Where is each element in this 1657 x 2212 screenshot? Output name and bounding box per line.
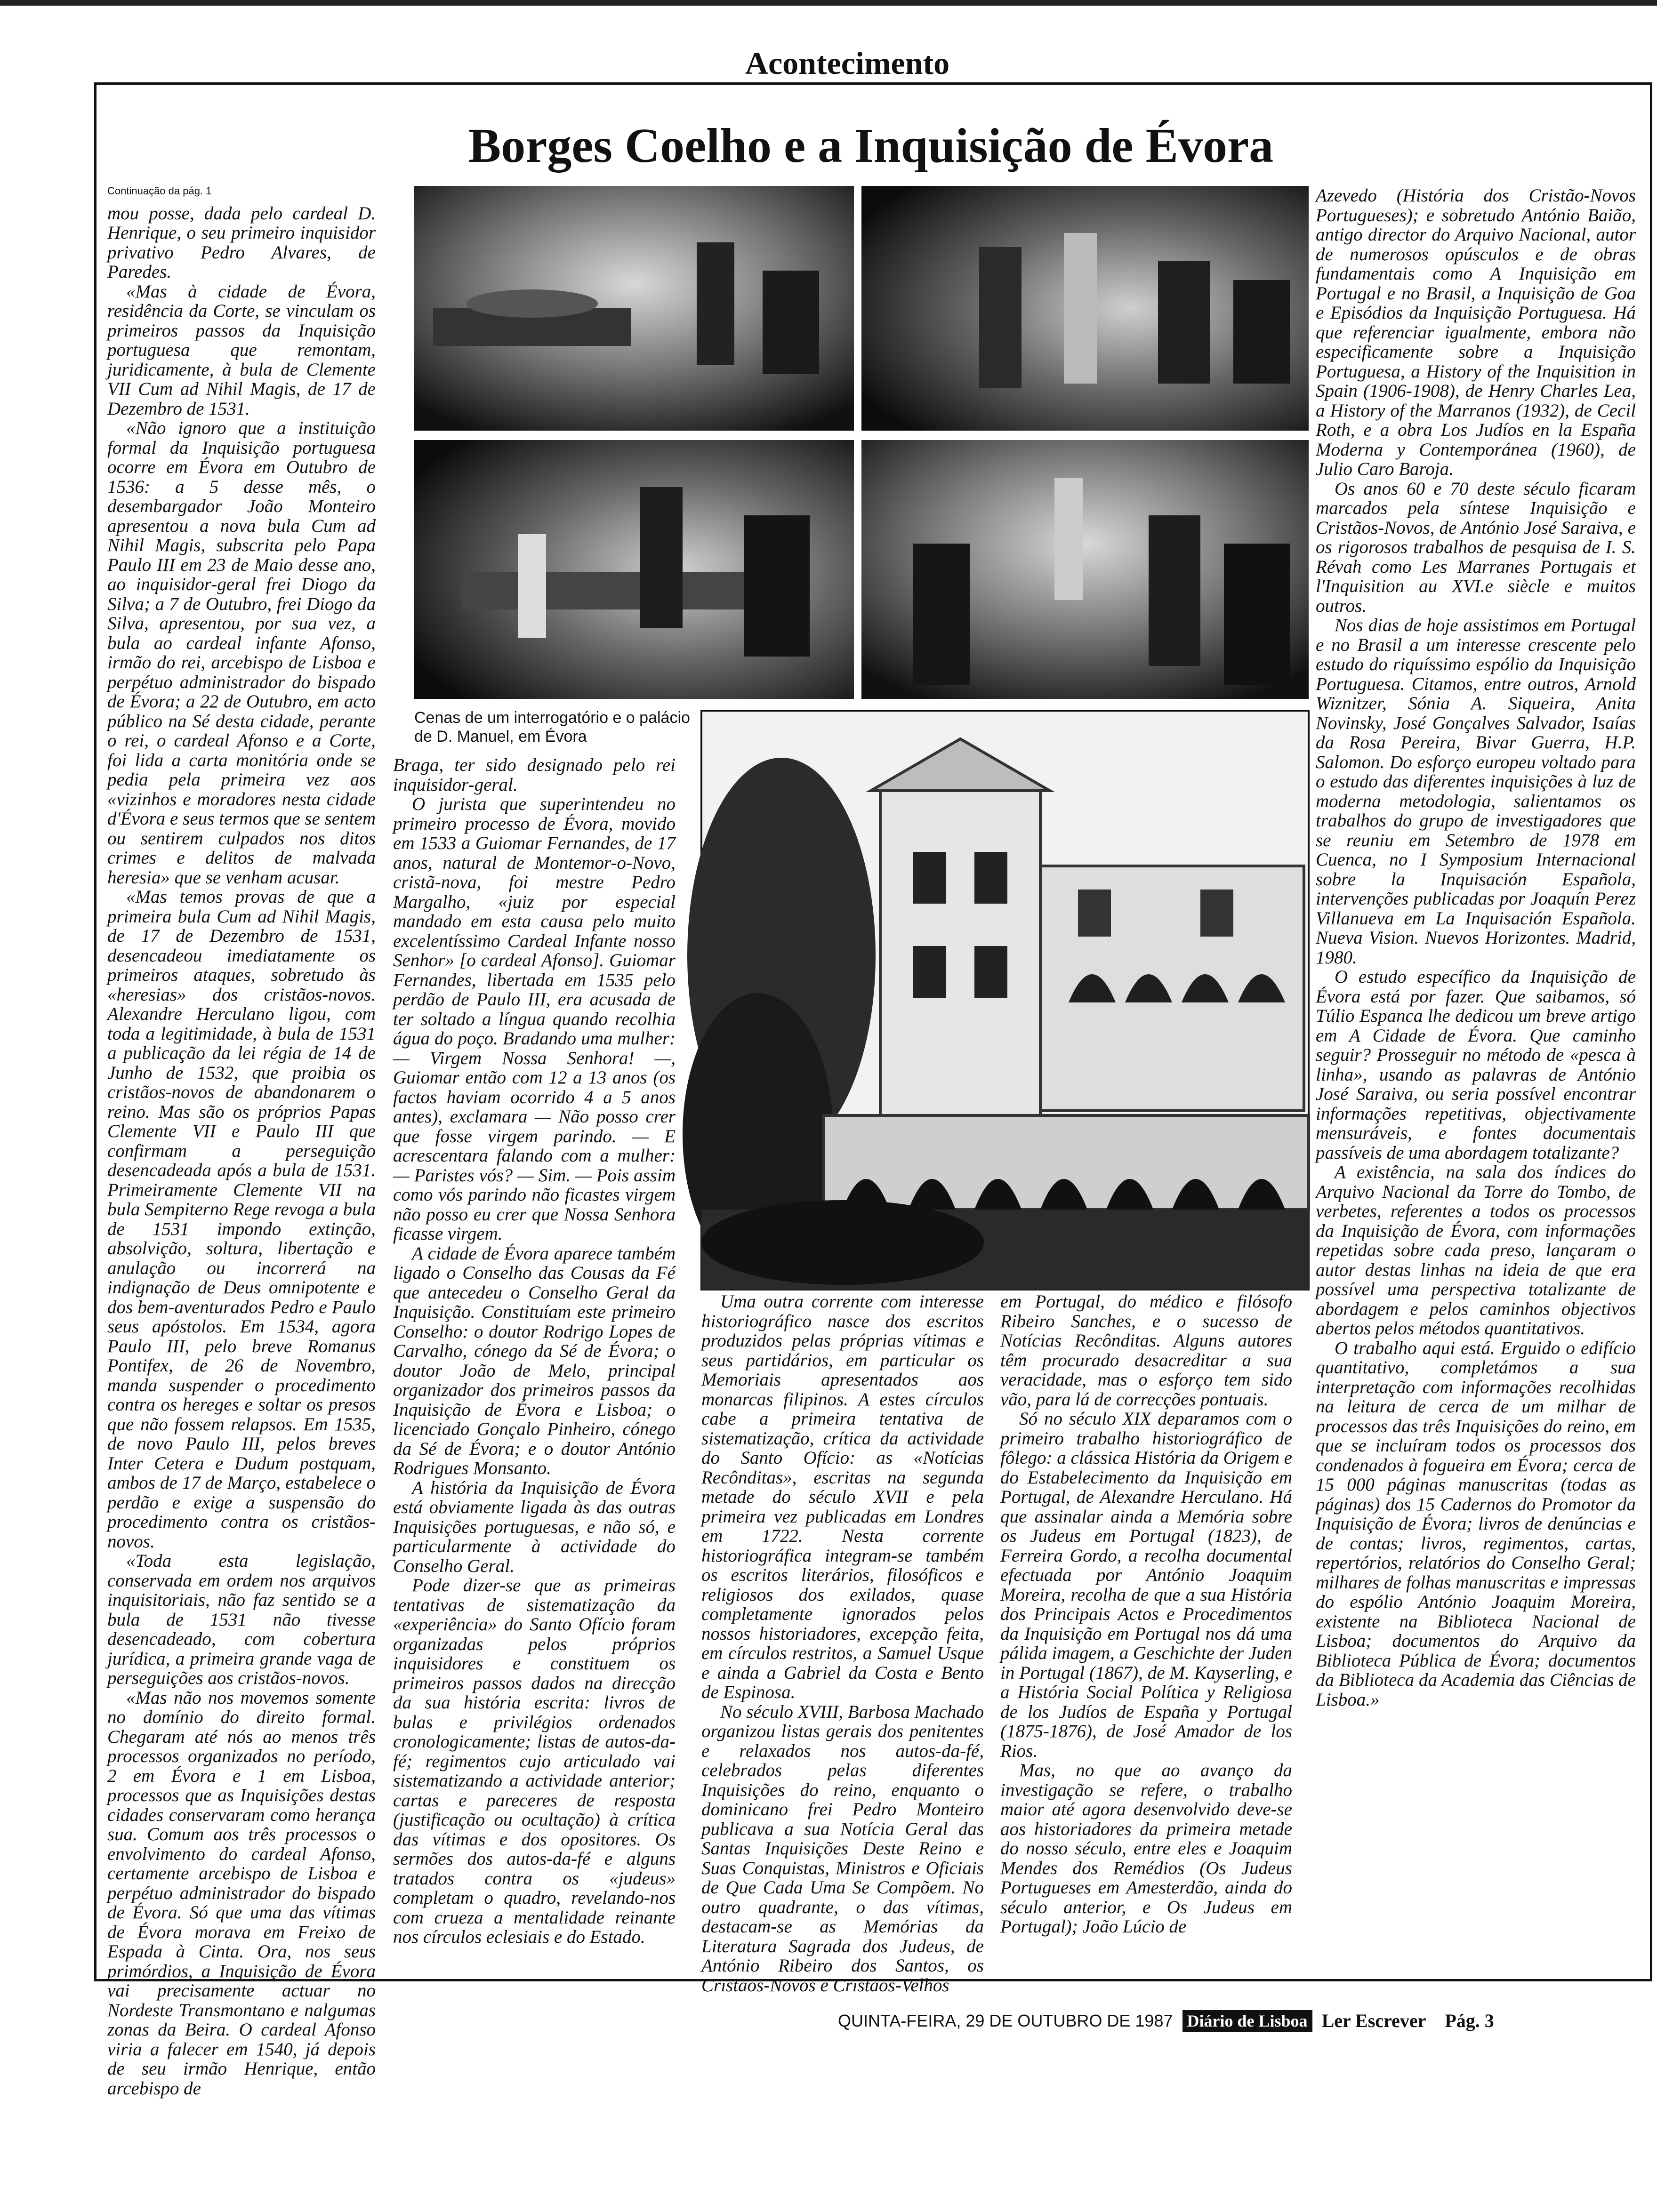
page-number: Pág. 3	[1445, 2010, 1494, 2031]
paragraph: Os anos 60 e 70 deste século ficaram marcados pela síntese Inquisição e Cristãos-Novos, de António José Saraiva, e os rigorosos trabalhos de pesquisa de I. S. Révah como Les Marranes Portugais et l'Inquisition au XVI.e siècle e muitos outros.	[1316, 478, 1636, 616]
paragraph: A história da Inquisição de Évora está obviamente ligada às das outras Inquisições portuguesas, e não só, e particularmente à actividade do Conselho Geral.	[393, 1477, 676, 1576]
paragraph: O estudo específico da Inquisição de Évora está por fazer. Que saibamos, só Túlio Espanca lhe dedicou um breve artigo em A Cidade de Évora. Que caminho seguir? Prosseguir no método de «pesca à linha», usando as palavras de António José Saraiva, ou seria possível encontrar informações repetitivas, objectivamente mensuráveis, e fontes documentais passíveis de uma abordagem totalizante?	[1316, 967, 1636, 1163]
photo-grid	[414, 186, 1309, 699]
continuation-note: Continuação da pág. 1	[107, 185, 212, 197]
paragraph: «Mas temos provas de que a primeira bula Cum ad Nihil Magis, de 17 de Dezembro de 1531, desencadeou imediatamente os primeiros ataques, sobretudo às «heresias» dos cristãos-novos. Alexandre Herculano ligou, com toda a legitimidade, à bula de 1531 a publicação da lei régia de 14 de Junho de 1532, que proibia os cristãos-novos de abandonarem o reino. Mas são os próprios Papas Clemente VII e Paulo III que confirmam a perseguição desencadeada após a bula de 1531. Primeiramente Clemente VII na bula Sempiterno Rege revoga a bula de 1531 impondo extinção, absolvição, soltura, libertação e anulação ou incorrerá na indignação de Deus omnipotente e dos bem-aventurados Pedro e Paulo seus apóstolos. Em 1534, agora Paulo III, pelo breve Romanus Pontifex, de 26 de Novembro, manda suspender o procedimento contra os hereges e soltar os presos que não fossem relapsos. Em 1535, de novo Paulo III, pelos breves Inter Cetera e Dudum postquam, ambos de 17 de Março, estabelece o perdão e exige a suspensão do procedimento contra os cristãos-novos.	[107, 887, 376, 1552]
newspaper-name: Diário de Lisboa	[1182, 2010, 1312, 2032]
paragraph: A existência, na sala dos índices do Arquivo Nacional da Torre do Tombo, de verbetes, referentes a todos os processos da Inquisição de Évora, com informações repetidas sobre cada preso, lançaram o autor destas linhas na ideia de que era possível uma perspectiva totalizante de abordagem e pelos caminhos objectivos abertos pelos métodos quantitativos.	[1316, 1162, 1636, 1338]
paragraph: Só no século XIX deparamos com o primeiro trabalho historiográfico de fôlego: a clássica História da Origem e do Estabelecimento da Inquisição em Portugal, de Alexandre Herculano. Há que assinalar ainda a Memória sobre os Judeus em Portugal (1823), de Ferreira Gordo, a recolha documental efectuada por António Joaquim Moreira, recolha de que a sua História dos Principais Actos e Procedimentos da Inquisição em Portugal nos dá uma pálida imagem, a Geschichte der Juden in Portugal (1867), de M. Kayserling, e a História Social Política y Religiosa de los Judíos de España y Portugal (1875-1876), de José Amador de los Rios.	[1000, 1409, 1292, 1761]
headline: Borges Coelho e a Inquisição de Évora	[468, 119, 1274, 173]
paragraph: O jurista que superintendeu no primeiro processo de Évora, movido em 1533 a Guiomar Fernandes, de 17 anos, natural de Montemor-o-Novo, cristã-nova, foi mestre Pedro Margalho, «juiz por especial mandado em esta causa pelo muito excelentíssimo Cardeal Infante nosso Senhor» [o cardeal Afonso]. Guiomar Fernandes, libertada em 1535 pelo perdão de Paulo III, era acusada de ter soltado a língua quando recolhia água do poço. Bradando uma mulher: — Virgem Nossa Senhora! —, Guiomar então com 12 a 13 anos (os factos haviam ocorrido 4 a 5 anos antes), exclamara — Não posso crer que fosse virgem parindo. — E acrescentara falando com a mulher: — Paristes vós? — Sim. — Pois assim como vós parindo não ficastes virgem não posso eu crer que Nossa Senhora ficasse virgem.	[393, 794, 676, 1244]
column-1	[107, 181, 376, 2099]
footer-date: QUINTA-FEIRA, 29 DE OUTUBRO DE 1987	[838, 2011, 1173, 2030]
paragraph: Azevedo (História dos Cristão-Novos Portugueses); e sobretudo António Baião, antigo director do Arquivo Nacional, autor de numerosos opúsculos e de obras fundamentais como A Inquisição em Portugal e no Brasil, a Inquisição de Goa e Episódios da Inquisição Portuguesa. Há que referenciar igualmente, embora não especificamente sobre a Inquisição Portuguesa, a History of the Inquisition in Spain (1906-1908), de Henry Charles Lea, a History of the Marranos (1932), de Cecil Roth, e a obra Los Judíos en la España Moderna y Contemporánea (1960), de Julio Caro Baroja.	[1316, 185, 1636, 479]
paragraph: «Toda esta legislação, conservada em ordem nos arquivos inquisitoriais, não faz sentido se a bula de 1531 não tivesse desencadeado, com cobertura jurídica, a primeira grande vaga de perseguições aos cristãos-novos.	[107, 1551, 376, 1688]
paragraph: No século XVIII, Barbosa Machado organizou listas gerais dos penitentes e relaxados nos autos-da-fé, celebrados pelas diferentes Inquisições do reino, enquanto o dominicano frei Pedro Monteiro publicava a sua Notícia Geral das Santas Inquisições Deste Reino e Suas Conquistas, Ministros e Oficiais de Que Cada Uma Se Compõem. No outro quadrante, o das vítimas, destacam-se as Memórias da Literatura Sagrada dos Judeus, de António Ribeiro dos Santos, os Cristãos-Novos e Cristãos-Velhos	[701, 1701, 984, 1996]
paragraph: Uma outra corrente com interesse historiográfico nasce dos escritos produzidos pelas próprias vítimas e seus partidários, em particular os Memoriais apresentados aos monarcas filipinos. A estes círculos cabe a primeira tentativa de sistematização, crítica da actividade do Santo Ofício: as «Notícias Recônditas», escritas na segunda metade do século XVII e pela primeira vez publicadas em Londres em 1722. Nesta corrente historiográfica integram-se também os escritos literários, filosóficos e religiosos dos exilados, quase completamente ignorados pelos nossos historiadores, excepção feita, em círculos restritos, a Samuel Usque e ainda a Gabriel da Costa e Bento de Espinosa.	[701, 1291, 984, 1702]
page-footer	[838, 2010, 1629, 2038]
palace-photo	[701, 711, 1309, 1290]
column-2	[393, 755, 676, 1960]
photo-caption: Cenas de um interrogatório e o palácio de D. Manuel, em Évora	[414, 709, 690, 745]
paragraph: mou posse, dada pelo cardeal D. Henrique, o seu primeiro inquisidor privativo Pedro Alvares, de Paredes.	[107, 203, 376, 282]
paragraph: Nos dias de hoje assistimos em Portugal e no Brasil a um interesse crescente pelo estudo do riquíssimo espólio da Inquisição Portuguesa. Citamos, entre outros, Arnold Wiznitzer, Sónia A. Siqueira, Anita Novinsky, José Gonçalves Salvador, Isaías da Rosa Pereira, Bivar Guerra, H.P. Salomon. Do esforço europeu voltado para o estudo das diferentes inquisições à luz de moderna metodologia, salientamos os trabalhos do grupo de investigadores que se reuniu em Setembro de 1978 em Cuenca, no I Symposium Internacional sobre la Inquisación Española, intervenções publicadas por Joaquín Perez Villanueva em La Inquisación Española. Nueva Vision. Nuevos Horizontes. Madrid, 1980.	[1316, 615, 1636, 968]
column-4	[1000, 1292, 1292, 1960]
paragraph: «Mas não nos movemos somente no domínio do direito formal. Chegaram até nós ao menos três processos organizados no período, 2 em Évora e 1 em Lisboa, processos que as Inquisições destas cidades conservaram como herança sua. Comum aos três processos o envolvimento do cardeal Afonso, certamente arcebispo de Lisboa e perpétuo administrador do bispado de Évora. Só que uma das vítimas de Évora morava em Freixo de Espada à Cinta. Ora, nos seus primórdios, a Inquisição de Évora vai precisamente actuar no Nordeste Transmontano e nalgumas zonas da Beira. O cardeal Afonso viria a falecer em 1540, já depois de seu irmão Henrique, então arcebispo de	[107, 1687, 376, 2099]
paragraph: A cidade de Évora aparece também ligado o Conselho das Cousas da Fé que antecedeu o Conselho Geral da Inquisição. Constituíam este primeiro Conselho: o doutor Rodrigo Lopes de Carvalho, cónego da Sé de Évora; o doutor João de Melo, principal organizador dos primeiros passos da Inquisição de Évora e Lisboa; o licenciado Gonçalo Pinheiro, cónego da Sé de Évora; e o doutor António Rodrigues Monsanto.	[393, 1243, 676, 1478]
column-3	[701, 1291, 984, 1996]
paragraph: em Portugal, do médico e filósofo Ribeiro Sanches, e o sucesso de Notícias Recônditas. Alguns autores têm procurado desacreditar a sua veracidade, mas o esforço tem sido vão, para lá de correcções pontuais.	[1000, 1291, 1292, 1410]
paragraph: Pode dizer-se que as primeiras tentativas de sistematização da «experiência» do Santo Ofício foram organizadas pelos próprios inquisidores e constituem os primeiros passos dados na direcção da sua história escrita: livros de bulas e privilégios ordenados cronologicamente; listas de autos-da-fé; regimentos cujo articulado vai sistematizando a actividade anterior; cartas e pareceres de resposta (justificação ou ocultação) à crítica das vítimas e dos opositores. Os sermões dos autos-da-fé e alguns tratados contra os «judeus» completam o quadro, revelando-nos com crueza a mentalidade reinante nos círculos eclesiais e do Estado.	[393, 1575, 676, 1947]
top-rule	[0, 0, 1657, 6]
paragraph: «Não ignoro que a instituição formal da Inquisição portuguesa ocorre em Évora em Outubro de 1536: a 5 desse mês, o desembargador João Monteiro apresentou a nova bula Cum ad Nihil Magis, subscrita pelo Papa Paulo III em 23 de Maio desse ano, ao inquisidor-geral frei Diogo da Silva; a 7 de Outubro, frei Diogo da Silva, apresentou, por sua vez, a bula ao cardeal infante Afonso, irmão do rei, arcebispo de Lisboa e perpétuo administrador do bispado de Évora; a 22 de Outubro, em acto público na Sé desta cidade, perante o rei, o cardeal Afonso e a Corte, foi lida a carta monitória onde se pedia pela primeira vez aos «vizinhos e moradores nesta cidade d'Évora e seus termos que se sentem ou sentirem culpados nos ditos crimes e delitos de malvada heresia» que se venham acusar.	[107, 418, 376, 888]
paragraph: Braga, ter sido designado pelo rei inquisidor-geral.	[393, 755, 676, 795]
supplement-name: Ler Escrever	[1321, 2010, 1426, 2031]
section-title: Acontecimento	[745, 45, 950, 81]
column-5	[1316, 186, 1636, 1960]
paragraph: Mas, no que ao avanço da investigação se refere, o trabalho maior até agora desenvolvido deve-se aos historiadores da primeira metade do nosso século, entre eles e Joaquim Mendes dos Remédios (Os Judeus Portugueses em Amesterdão, ainda do século anterior, e Os Judeus em Portugal); João Lúcio de	[1000, 1760, 1292, 1937]
palace-image	[701, 711, 1309, 1290]
paragraph: «Mas à cidade de Évora, residência da Corte, se vinculam os primeiros passos da Inquisição portuguesa que remontam, juridicamente, à bula de Clemente VII Cum ad Nihil Magis, de 17 de Dezembro de 1531.	[107, 281, 376, 419]
interrogation-photos	[414, 186, 1309, 699]
paragraph: O trabalho aqui está. Erguido o edifício quantitativo, completámos a sua interpretação com informações recolhidas na leitura de cerca de um milhar de processos das três Inquisições do reino, em que se incluíram todos os processos dos condenados à fogueira em Évora; cerca de 15 000 páginas manuscritas (todas as páginas) dos 15 Cadernos do Promotor da Inquisição de Évora; livros de denúncias e de contas; livros, regimentos, cartas, repertórios, relatórios do Conselho Geral; milhares de folhas manuscritas e impressas do espólio António Joaquim Moreira, existente na Biblioteca Nacional de Lisboa; documentos do Arquivo da Biblioteca Pública de Évora; documentos da Biblioteca da Academia das Ciências de Lisboa.»	[1316, 1338, 1636, 1710]
